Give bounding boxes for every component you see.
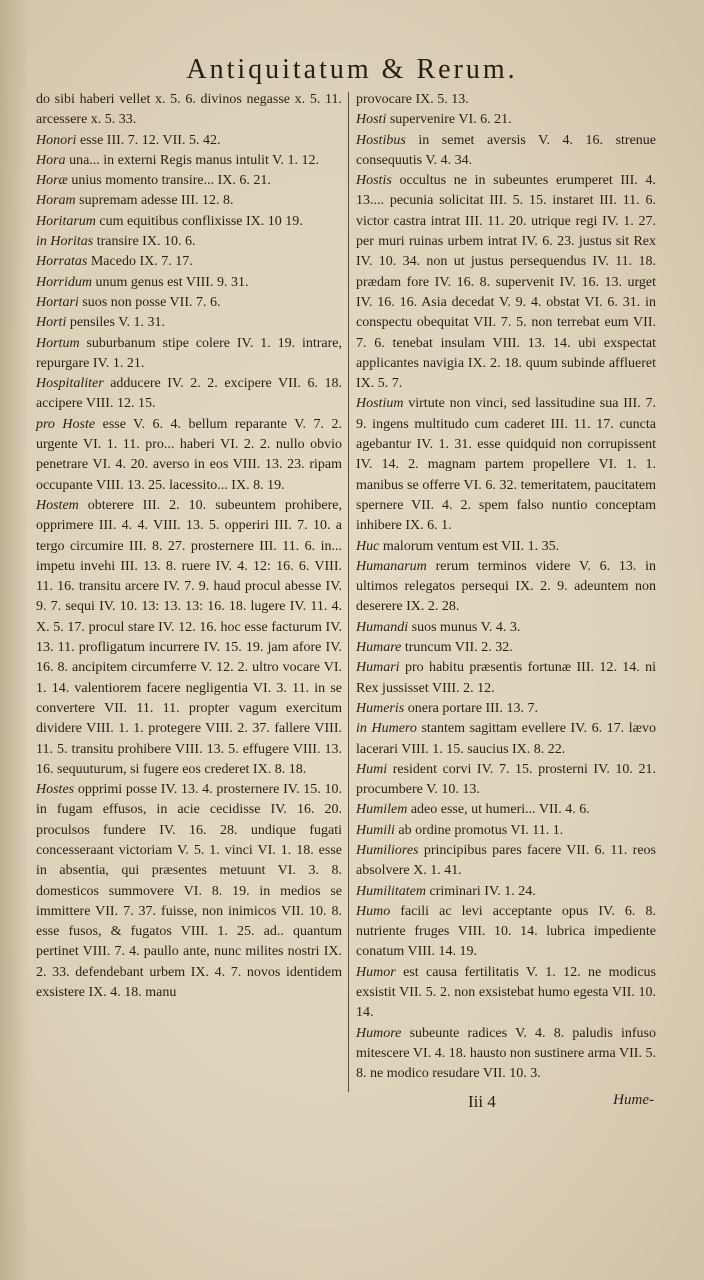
entry-headword: Horitarum: [36, 213, 96, 229]
entry-headword: Humor: [356, 964, 396, 980]
entry-headword: Humi: [356, 761, 388, 777]
entry-headword: Hostes: [36, 782, 75, 798]
entry-references: pensiles V. 1. 31.: [69, 315, 165, 331]
index-entry: [36, 273, 342, 293]
entry-references: unius momento transire... IX. 6. 21.: [71, 173, 271, 189]
index-entry: [356, 699, 656, 719]
entry-references: suos munus V. 4. 3.: [411, 619, 521, 635]
entry-headword: Hospitaliter: [36, 376, 104, 392]
index-entry: [36, 212, 342, 232]
entry-headword: Humo: [356, 903, 391, 919]
entry-headword: Humiliores: [356, 842, 419, 858]
entry-headword: Hostium: [356, 396, 404, 412]
entry-references: una... in externi Regis manus intulit V. 1. 12.: [69, 152, 319, 168]
entry-references: onera portare III. 13. 7.: [407, 700, 538, 716]
index-entry: [36, 131, 342, 151]
entry-references: principibus pares facere VII. 6. 11. reos absolvere X. 1. 41.: [356, 842, 657, 879]
entry-headword: Horridum: [36, 274, 93, 290]
entry-headword: Horæ: [36, 173, 68, 189]
entry-references: in semet aversis V. 4. 16. strenue consequutis V. 4. 34.: [356, 132, 656, 168]
entry-headword: Humandi: [356, 619, 409, 635]
entry-references: rerum terminos videre V. 6. 13. in ultimos relegatos persequi IX. 2. 9. adeuntem non deserere IX. 2. 28.: [356, 558, 657, 615]
index-entry: [356, 902, 656, 963]
index-entry: [356, 618, 656, 638]
entry-headword: Hortari: [36, 294, 79, 310]
entry-references: resident corvi IV. 7. 15. prosterni IV. 10. 21. procumbere V. 10. 13.: [356, 761, 657, 798]
entry-references: suos non posse VII. 7. 6.: [82, 294, 221, 310]
entry-references: obterere III. 2. 10. subeuntem prohibere, opprimere III. 4. 4. VIII. 13. 5. opperiri III. 7. 10. a tergo circumire III. 8. 27. prosternere III. 11. 6. in... impetu invehi III. 13. 8. ruere IV. 4. 12: 16. 6. VIII. 11. 16. transitu arcere IV. 7. 9. haud procul abesse IV. 9. 7. sequi IV. 10. 13: 13. 13: 16. 18. lugere IV. 11. 4. X. 5. 17. procul stare IV. 12. 16. hoc esse facturum IV. 13. 11. profligatum incurrere IV. 15. 19. jam afore IV. 16. 8. ancipitem circumferre V. 12. 2. ultro vocare VI. 1. 14. valentiorem facere negligentia VI. 3. 11. in se convertere VII. 11. 11. propter vagum exercitum dividere VIII. 1. 1. protegere VIII. 2. 37. fallere VIII. 11. 5. transitu prohibere VIII. 13. 5. effugere VIII. 13. 16. sequuturum, si fugere eos crederet IX. 8. 18.: [36, 497, 343, 777]
index-entry: [356, 841, 656, 882]
entry-references: opprimi posse IV. 13. 4. prosternere IV. 15. 10. in fugam effusos, in acie cecidisse IV. 16. 20. proculsos fundere IV. 16. 28. undique fugati concesseraant victoriam V. 5. 1. vinci VI. 1. 18. esse in absentia, qui præsentes metuunt VI. 3. 8. domesticos summovere VI. 8. 19. in medios se immittere VII. 7. 37. fuisse, non inimicos VII. 10. 8. esse fusos, & fugatos VIII. 1. 25. ad.. quantum pertinet VIII. 7. 4. paullo ante, nunc milites nostri IX. 2. 33. defendebant urbem IX. 4. 7. novos identidem exsistere IX. 4. 18. manu: [36, 782, 343, 1001]
entry-references: ab ordine promotus VI. 11. 1.: [398, 822, 564, 838]
entry-references: Macedo IX. 7. 17.: [90, 254, 193, 270]
entry-references: unum genus est VIII. 9. 31.: [95, 274, 249, 290]
entry-headword: Hostibus: [356, 132, 406, 148]
index-entry: [356, 963, 656, 1024]
entry-headword: Hostis: [356, 173, 392, 189]
catchword: Hume-: [613, 1092, 654, 1108]
column-divider: [348, 92, 349, 1092]
entry-headword: Humili: [356, 822, 395, 838]
index-entry: [356, 638, 656, 658]
entry-headword: Huc: [356, 538, 380, 554]
index-entry: [356, 800, 656, 820]
page-gutter-shadow: [0, 0, 30, 1280]
entry-headword: Horam: [36, 193, 76, 209]
index-entry: [356, 719, 656, 760]
index-entry: [36, 496, 342, 780]
entry-references: adducere IV. 2. 2. excipere VII. 6. 18. accipere VIII. 12. 15.: [36, 376, 342, 412]
signature-mark: Iii 4: [468, 1092, 496, 1111]
index-entry: [36, 191, 342, 211]
index-entry: [356, 821, 656, 841]
index-entry: [356, 760, 656, 801]
index-entry: [36, 415, 342, 496]
index-entry: [36, 232, 342, 252]
entry-references: malorum ventum est VII. 1. 35.: [382, 538, 560, 554]
index-entry: [36, 313, 342, 333]
index-entry: [36, 293, 342, 313]
index-entry: [356, 90, 656, 110]
entry-headword: in Humero: [356, 721, 417, 737]
index-entry: [356, 658, 656, 699]
entry-references: provocare IX. 5. 13.: [356, 92, 469, 107]
entry-references: truncum VII. 2. 32.: [404, 640, 513, 656]
entry-headword: Humore: [356, 1025, 402, 1041]
index-entry: [36, 334, 342, 375]
index-entry: [356, 537, 656, 557]
entry-references: est causa fertilitatis V. 1. 12. ne modicus exsistit VII. 5. 2. non exsistebat humo egesta VII. 10. 14.: [356, 964, 657, 1021]
entry-references: esse III. 7. 12. VII. 5. 42.: [79, 132, 221, 148]
entry-references: transire IX. 10. 6.: [96, 234, 196, 250]
index-entry: [36, 374, 342, 415]
index-entry: [356, 131, 656, 172]
index-entry: [36, 151, 342, 171]
entry-headword: Humeris: [356, 700, 405, 716]
entry-headword: Hosti: [356, 112, 387, 128]
entry-headword: Hostem: [36, 497, 79, 513]
index-entry: [36, 171, 342, 191]
index-entry: [356, 171, 656, 394]
entry-headword: Honori: [36, 132, 77, 148]
entry-references: cum equitibus conflixisse IX. 10 19.: [99, 213, 303, 229]
running-header: Antiquitatum & Rerum.: [186, 54, 518, 85]
entry-headword: in Horitas: [36, 234, 94, 250]
entry-references: supremam adesse III. 12. 8.: [79, 193, 234, 209]
entry-references: suburbanum stipe colere IV. 1. 19. intrare, repurgare IV. 1. 21.: [36, 335, 342, 371]
entry-headword: Humare: [356, 640, 402, 656]
entry-references: supervenire VI. 6. 21.: [389, 112, 512, 128]
entry-references: facili ac levi acceptante opus IV. 6. 8. nutriente fruges VIII. 10. 14. lubrica impediente conatum VIII. 14. 19.: [356, 903, 656, 960]
index-entry: [36, 780, 342, 1003]
entry-references: occultus ne in subeuntes erumperet III. 4. 13.... pecunia solicitat III. 5. 15. instaret III. 11. 6. victor castra intrat III. 11. 20. utrique regi IV. 1. 27. per muri ruinas urbem intrat IV. 6. 23. justus sit Rex IV. 10. 34. non ut justus persequendus IV. 11. 18. prædam fore IV. 16. 8. supervenit IV. 16. 13. urget IV. 16. 16. Asia decedat V. 9. 4. obstat VI. 6. 31. in conspectu obequitat VII. 7. 5. non terrebat eum VII. 7. 6. tenebat insulam VIII. 13. 14. ubi exspectat applicantes navigia IX. 2. 18. quum subinde afflueret IX. 5. 7.: [356, 173, 656, 392]
entry-references: do sibi haberi vellet x. 5. 6. divinos negasse x. 5. 11. arcessere x. 5. 33.: [36, 92, 342, 128]
entry-references: virtute non vinci, sed lassitudine sua III. 7. 9. ingens multitudo cum caderet III. 11. 17. cuncta agebantur IV. 1. 31. esse quidquid non corrupissent IV. 14. 2. magnam partem propellere VI. 1. 1. manibus se offerre VI. 6. 32. temeritatem, paucitatem spernere VII. 4. 2. spem falso nuntio conceptam inhibere IX. 6. 1.: [356, 396, 657, 534]
entry-headword: Horti: [36, 315, 67, 331]
entry-references: adeo esse, ut humeri... VII. 4. 6.: [410, 802, 590, 818]
entry-headword: Hortum: [36, 335, 80, 351]
entry-headword: Hora: [36, 152, 66, 168]
right-column: [356, 90, 656, 1085]
index-entry: [356, 394, 656, 536]
entry-references: stantem sagittam evellere IV. 6. 17. lævo lacerari VIII. 1. 15. saucius IX. 8. 22.: [356, 721, 656, 757]
index-entry: [356, 110, 656, 130]
entry-headword: Horratas: [36, 254, 88, 270]
left-column: [36, 90, 342, 1003]
index-entry: [356, 1024, 656, 1085]
entry-references: esse V. 6. 4. bellum reparante V. 7. 2. urgente VI. 1. 11. pro... haberi VI. 2. 2. nullo obvio penetrare VI. 4. 20. averso in eos VIII. 13. 23. ripam occupante VIII. 13. 25. lacessito... IX. 8. 19.: [36, 416, 343, 493]
entry-headword: Humari: [356, 660, 400, 676]
entry-headword: Humilem: [356, 802, 408, 818]
entry-references: criminari IV. 1. 24.: [429, 883, 536, 899]
entry-headword: pro Hoste: [36, 416, 96, 432]
entry-headword: Humanarum: [356, 558, 427, 574]
index-entry: [36, 252, 342, 272]
entry-headword: Humilitatem: [356, 883, 426, 899]
index-entry: [356, 557, 656, 618]
index-entry: [36, 90, 342, 131]
entry-references: pro habitu præsentis fortunæ III. 12. 14. ni Rex jussisset VIII. 2. 12.: [356, 660, 656, 696]
index-entry: [356, 882, 656, 902]
entry-references: subeunte radices V. 4. 8. paludis infuso mitescere VI. 4. 18. hausto non sustinere arma VII. 5. 8. ne modico resudare VII. 10. 3.: [356, 1025, 657, 1082]
